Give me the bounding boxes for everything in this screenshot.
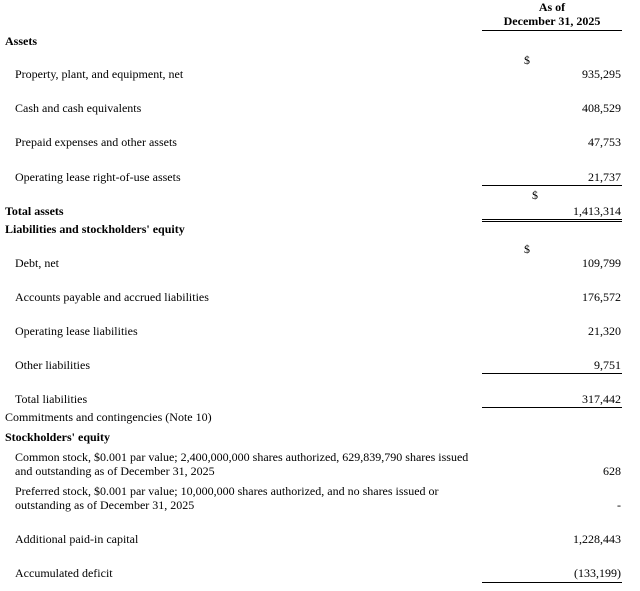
total-assets-label: Total assets [5,204,64,218]
column-header-line1: As of [538,0,566,14]
total-liabilities-rule [482,407,622,408]
row-label-debt: Debt, net [15,256,59,270]
liabilities-subtotal-rule [482,373,622,374]
row-label-apic: Additional paid-in capital [15,532,139,546]
row-value-common-stock: 628 [603,464,621,478]
row-value-cash: 408,529 [582,101,621,115]
row-value-prepaid: 47,753 [588,135,621,149]
row-label-common-stock: Common stock, $0.001 par value; 2,400,000,000 shares authorized, 629,839,790 shares issued and outstanding as of December 31, 2025 [15,450,469,478]
row-value-apic: 1,228,443 [573,532,621,546]
row-label-other-liabilities: Other liabilities [15,358,90,372]
row-value-accounts-payable: 176,572 [582,290,621,304]
row-value-preferred-stock: - [617,498,621,512]
commitments-note: Commitments and contingencies (Note 10) [5,410,212,424]
total-liabilities-label: Total liabilities [15,392,88,406]
total-assets-dollar-sign: $ [532,188,538,202]
column-header-line2: December 31, 2025 [503,14,601,28]
row-label-ppe: Property, plant, and equipment, net [15,67,184,81]
row-label-preferred-stock: Preferred stock, $0.001 par value; 10,000,000 shares authorized, and no shares issued or outstanding as of December 31, 2025 [15,484,439,512]
row-label-accumulated-deficit: Accumulated deficit [15,566,113,580]
row-value-rou-assets: 21,737 [588,170,621,184]
header-underline [482,30,622,31]
assets-heading: Assets [5,34,37,48]
liabilities-heading: Liabilities and stockholders' equity [5,222,185,236]
row-label-accounts-payable: Accounts payable and accrued liabilities [15,290,209,304]
row-value-accumulated-deficit: (133,199) [574,566,621,580]
assets-subtotal-rule [482,185,622,186]
row-label-rou-assets: Operating lease right-of-use assets [15,170,181,184]
row-label-lease-liabilities: Operating lease liabilities [15,324,138,338]
row-value-debt: 109,799 [582,256,621,270]
liabilities-dollar-sign: $ [524,242,530,256]
assets-dollar-sign: $ [524,53,530,67]
row-label-cash: Cash and cash equivalents [15,101,142,115]
row-value-other-liabilities: 9,751 [594,358,621,372]
total-liabilities-value: 317,442 [582,392,621,406]
row-value-lease-liabilities: 21,320 [588,324,621,338]
total-assets-double-rule [482,219,622,222]
row-value-ppe: 935,295 [582,67,621,81]
total-assets-value: 1,413,314 [573,204,621,218]
equity-subtotal-rule [482,582,622,583]
equity-heading: Stockholders' equity [5,430,111,444]
row-label-prepaid: Prepaid expenses and other assets [15,135,177,149]
